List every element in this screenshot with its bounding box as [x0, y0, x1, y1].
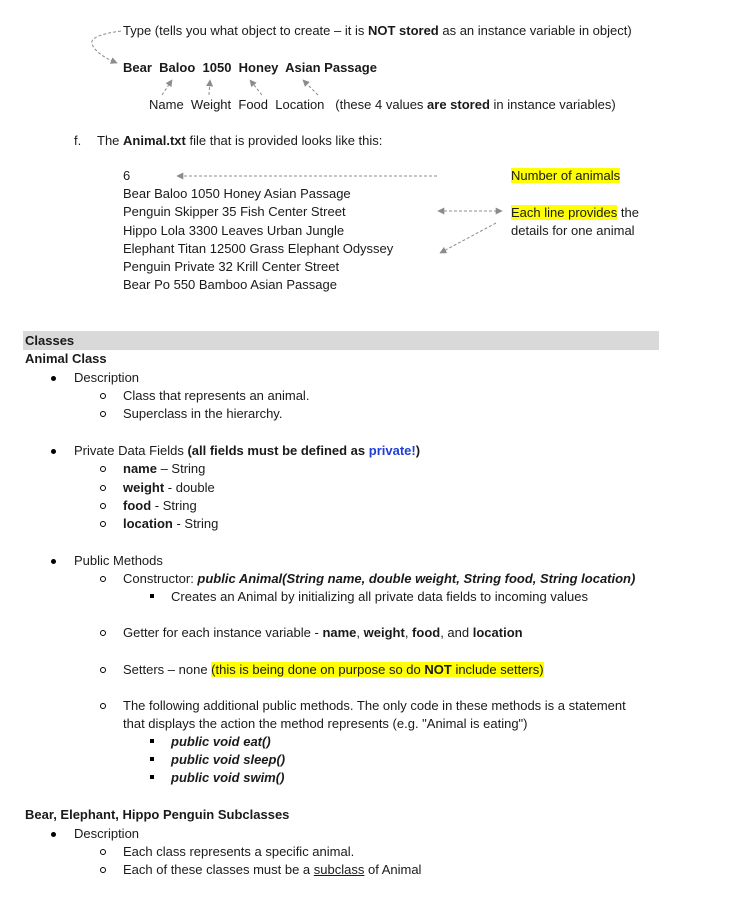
getter-location: location	[472, 625, 523, 640]
note-number-of-animals-text: Number of animals	[511, 168, 621, 183]
additional-methods-line1: The following additional public methods. The only code in these methods is a statement	[123, 698, 626, 713]
private-note-end: )	[415, 443, 421, 458]
item-f-marker: f.	[74, 133, 82, 148]
additional-methods-line2: that displays the action the method represents (e.g. "Animal is eating")	[123, 716, 528, 731]
constructor-item	[123, 570, 635, 587]
bullet-circle	[100, 503, 106, 509]
field-item-food	[123, 497, 197, 514]
private-keyword: private!	[368, 443, 416, 458]
setters-item	[123, 661, 544, 678]
bullet-dot	[51, 376, 56, 381]
bullet-circle	[100, 630, 106, 636]
bullet-circle	[100, 485, 106, 491]
sample-token-location: Asian Passage	[285, 60, 377, 75]
sub-description-item: Each class represents a specific animal.	[123, 844, 355, 859]
subclass-term: subclass	[313, 862, 365, 877]
note-each-line-highlight: Each line provides	[511, 205, 618, 220]
field-label-weight: Weight	[190, 97, 232, 112]
field-name: weight	[123, 480, 165, 495]
sample-token-weight: 1050	[202, 60, 232, 75]
bullet-circle	[100, 393, 106, 399]
sub-item2-end: of Animal	[364, 862, 422, 877]
fields-note: (these 4 values	[335, 97, 428, 112]
bullet-circle	[100, 867, 106, 873]
field-item-weight	[123, 479, 215, 496]
file-line: 6	[123, 168, 131, 183]
field-label-name: Name	[149, 97, 184, 112]
classes-heading: Classes	[25, 333, 75, 348]
public-methods-label: Public Methods	[74, 553, 163, 568]
field-label-location: Location	[275, 97, 325, 112]
field-name: location	[123, 516, 173, 531]
file-line: Penguin Skipper 35 Fish Center Street	[123, 204, 346, 220]
field-labels-row	[149, 96, 616, 113]
method-sleep: public void sleep()	[171, 752, 286, 767]
each-line-arrow-2	[440, 223, 496, 253]
getter-text: Getter for each instance variable -	[123, 625, 323, 640]
getter-name: name	[322, 625, 357, 640]
setters-not: NOT	[424, 662, 452, 677]
item-f-text-c: file that is provided looks like this:	[185, 133, 383, 148]
sub-item2-text: Each of these classes must be a	[123, 862, 314, 877]
getter-separator: ,	[404, 625, 413, 640]
sample-record	[123, 59, 377, 76]
constructor-description: Creates an Animal by initializing all private data fields to incoming values	[171, 589, 588, 604]
weight-arrow	[209, 80, 210, 95]
type-label	[123, 22, 632, 39]
file-line: Bear Baloo 1050 Honey Asian Passage	[123, 186, 351, 202]
sample-token-food: Honey	[238, 60, 279, 75]
field-item-location	[123, 515, 218, 532]
type-arrow	[92, 31, 121, 63]
getter-separator: ,	[356, 625, 364, 640]
getter-weight: weight	[363, 625, 405, 640]
bullet-circle	[100, 411, 106, 417]
bullet-circle	[100, 466, 106, 472]
type-label-bold: NOT stored	[367, 23, 439, 38]
constructor-signature: public Animal(String name, double weight, String food, String location)	[197, 571, 636, 586]
sub-description-item-2	[123, 861, 421, 878]
classes-heading-bar	[23, 331, 659, 350]
bullet-square	[150, 594, 154, 598]
sample-token-type: Bear	[123, 60, 152, 75]
file-line: Bear Po 550 Bamboo Asian Passage	[123, 277, 337, 293]
private-label: Private Data Fields	[74, 443, 188, 458]
description-item: Class that represents an animal.	[123, 388, 310, 403]
method-swim: public void swim()	[171, 770, 285, 785]
item-f-text	[97, 132, 382, 149]
setters-text: Setters – none	[123, 662, 212, 677]
name-arrow	[162, 80, 172, 95]
file-line: Hippo Lola 3300 Leaves Urban Jungle	[123, 222, 345, 238]
bullet-circle	[100, 849, 106, 855]
food-arrow	[250, 80, 262, 95]
description-label: Description	[74, 370, 140, 385]
note-each-line	[511, 204, 639, 221]
bullet-square	[150, 775, 154, 779]
field-type: - double	[164, 480, 215, 495]
getter-item	[123, 624, 523, 641]
field-type: – String	[156, 461, 206, 476]
field-label-food: Food	[238, 97, 269, 112]
bullet-circle	[100, 703, 106, 709]
note-each-line-2: details for one animal	[511, 223, 635, 238]
file-line: Elephant Titan 12500 Grass Elephant Odyssey	[123, 240, 394, 256]
subclasses-heading: Bear, Elephant, Hippo Penguin Subclasses	[25, 807, 290, 822]
file-listing	[123, 167, 393, 294]
bullet-dot	[51, 449, 56, 454]
getter-separator: , and	[440, 625, 473, 640]
setters-hl-text: (this is being done on purpose so do	[211, 662, 425, 677]
bullet-circle	[100, 576, 106, 582]
bullet-square	[150, 739, 154, 743]
fields-note-bold: are stored	[427, 97, 490, 112]
field-name: food	[123, 498, 152, 513]
sub-description-label: Description	[74, 826, 140, 841]
fields-note-end: in instance variables)	[489, 97, 616, 112]
type-label-text-end: as an instance variable in object)	[438, 23, 632, 38]
bullet-dot	[51, 832, 56, 837]
getter-food: food	[412, 625, 441, 640]
bullet-circle	[100, 521, 106, 527]
setters-hl-end: include setters)	[451, 662, 544, 677]
item-f-text-a: The	[97, 133, 124, 148]
constructor-label: Constructor:	[123, 571, 198, 586]
bullet-square	[150, 757, 154, 761]
bullet-dot	[51, 559, 56, 564]
field-item-name	[123, 460, 205, 477]
field-type: - String	[151, 498, 197, 513]
description-item: Superclass in the hierarchy.	[123, 406, 283, 421]
private-note: (all fields must be defined as	[187, 443, 369, 458]
file-line: Penguin Private 32 Krill Center Street	[123, 259, 340, 275]
location-arrow	[303, 80, 318, 95]
note-each-line-rest: the	[617, 205, 639, 220]
method-eat: public void eat()	[171, 734, 271, 749]
field-name: name	[123, 461, 157, 476]
animal-class-heading: Animal Class	[25, 351, 107, 366]
type-label-text: Type (tells you what object to create – it is	[123, 23, 368, 38]
sample-token-name: Baloo	[159, 60, 196, 75]
private-fields-label	[74, 442, 420, 459]
setters-highlight	[211, 662, 543, 677]
note-number-of-animals	[511, 167, 620, 184]
bullet-circle	[100, 667, 106, 673]
item-f-filename: Animal.txt	[123, 133, 186, 148]
field-type: - String	[172, 516, 219, 531]
